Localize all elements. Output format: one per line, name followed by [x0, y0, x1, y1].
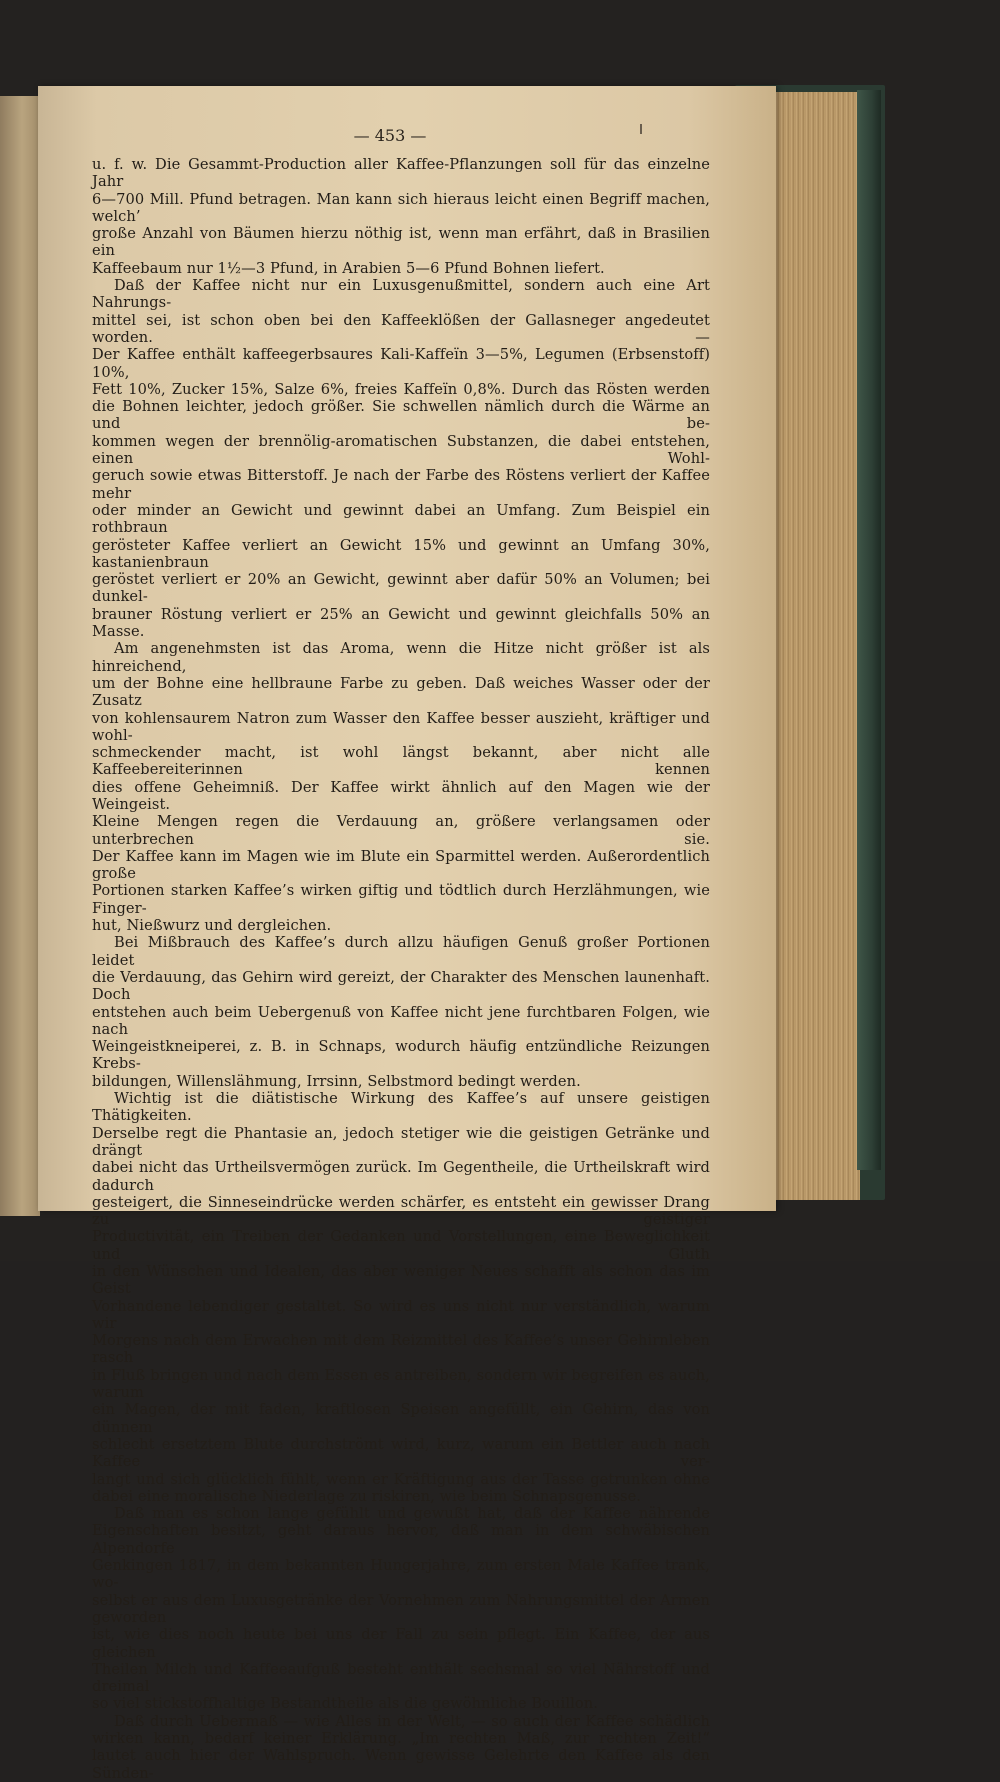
- text-line: Daß durch Uebermaß — wie Alles in der Welt, — so auch der Kaffee schädlich: [114, 1712, 710, 1730]
- text-line: Derselbe regt die Phantasie an, jedoch stetiger wie die geistigen Getränke und drängt: [92, 1124, 710, 1159]
- page-mark: [640, 124, 642, 134]
- text-line: Bei Mißbrauch des Kaffee’s durch allzu häufigen Genuß großer Portionen leidet: [92, 934, 710, 969]
- text-line: mittel sei, ist schon oben bei den Kaffeeklößen der Gallasneger angedeutet worden. —: [92, 311, 710, 346]
- text-line: Productivität, ein Treiben der Gedanken und Vorstellungen, eine Beweglichkeit und Gluth: [92, 1228, 710, 1263]
- text-line: Kaffeebaum nur 1½—3 Pfund, in Arabien 5—6 Pfund Bohnen liefert.: [92, 259, 605, 277]
- text-line: gesteigert, die Sinneseindrücke werden schärfer, es entsteht ein gewisser Drang zu geistiger: [92, 1193, 710, 1229]
- text-line: Fett 10%, Zucker 15%, Salze 6%, freies Kaffeïn 0,8%. Durch das Rösten werden: [92, 380, 710, 398]
- text-line: brauner Röstung verliert er 25% an Gewicht und gewinnt gleichfalls 50% an Masse.: [92, 605, 710, 641]
- text-line: Daß der Kaffee nicht nur ein Luxusgenußmittel, sondern auch eine Art Nahrungs-: [92, 277, 710, 312]
- text-line: um der Bohne eine hellbraune Farbe zu geben. Daß weiches Wasser oder der Zusatz: [92, 674, 710, 710]
- text-line: von kohlensaurem Natron zum Wasser den Kaffee besser auszieht, kräftiger und wohl-: [92, 709, 710, 744]
- text-line: Der Kaffee kann im Magen wie im Blute ein Sparmittel werden. Außerordentlich große: [92, 847, 710, 883]
- text-line: u. f. w. Die Gesammt-Production aller Kaffee-Pflanzungen soll für das einzelne Jahr: [92, 156, 710, 191]
- text-line: wirken kann, bedarf keiner Erklärung. „Im rechten Maß, zur rechten Zeit!“: [92, 1730, 710, 1748]
- text-line: Weingeistkneiperei, z. B. in Schnaps, wodurch häufig entzündliche Reizungen Krebs-: [92, 1038, 710, 1073]
- text-line: Kleine Mengen regen die Verdauung an, größere verlangsamen oder unterbrechen sie.: [92, 813, 710, 848]
- text-line: die Verdauung, das Gehirn wird gereizt, der Charakter des Menschen launenhaft. Doch: [92, 968, 710, 1004]
- text-line: dies offene Geheimniß. Der Kaffee wirkt ähnlich auf den Magen wie der Weingeist.: [92, 778, 710, 813]
- text-line: bildungen, Willenslähmung, Irrsinn, Selbstmord bedingt werden.: [92, 1072, 581, 1090]
- text-line: so viel stickstoffhaltige Bestandtheile als die gewöhnliche Bouillon.: [92, 1695, 598, 1713]
- text-line: Theilen Milch und Kaffeeaufguß besteht enthält sechsmal so viel Nährstoff und dreimal: [92, 1660, 710, 1696]
- text-line: kommen wegen der brennölig-aromatischen Substanzen, die dabei entstehen, einen Wohl-: [92, 432, 710, 468]
- text-line: dabei nicht das Urtheilsvermögen zurück. Im Gegentheile, die Urtheilskraft wird dadurch: [92, 1159, 710, 1194]
- facing-page-edge: [0, 96, 40, 1216]
- text-line: 6—700 Mill. Pfund betragen. Man kann sich hieraus leicht einen Begriff machen, welch’: [92, 190, 710, 225]
- text-line: Am angenehmsten ist das Aroma, wenn die Hitze nicht größer ist als hinreichend,: [92, 640, 710, 675]
- text-line: schmeckender macht, ist wohl längst bekannt, aber nicht alle Kaffeebereiterinnen kennen: [92, 744, 710, 779]
- text-line: Morgens nach dem Erwachen mit dem Reizmittel des Kaffee’s unser Gehirnleben rasch: [92, 1332, 710, 1367]
- text-line: ist, wie dies noch heute bei uns der Fall zu sein pflegt. Ein Kaffee, der aus gleichen: [92, 1626, 710, 1661]
- text-line: Eigenschaften besitzt, geht daraus hervor, daß man in dem schwäbischen Alpendorfe: [92, 1522, 710, 1557]
- text-line: Portionen starken Kaffee’s wirken giftig und tödtlich durch Herzlähmungen, wie Finger-: [92, 882, 710, 917]
- cover-spine-edge: [857, 90, 881, 1170]
- text-line: dabei eine moralische Niederlage zu riskiren, wie beim Schnapsgenusse.: [92, 1487, 642, 1505]
- text-line: selbst er aus dem Luxusgetränke der Vornehmen zum Nahrungsmittel der Armen geworden: [92, 1591, 710, 1626]
- text-line: große Anzahl von Bäumen hierzu nöthig ist, wenn man erfährt, daß in Brasilien ein: [92, 225, 710, 260]
- text-line: entstehen auch beim Uebergenuß von Kaffee nicht jene furchtbaren Folgen, wie nach: [92, 1003, 710, 1038]
- text-line: Daß man es schon lange gefühlt und gewußt hat, daß der Kaffee nährende: [114, 1505, 710, 1523]
- page-number: — 453 —: [353, 126, 427, 145]
- text-line: die Bohnen leichter, jedoch größer. Sie schwellen nämlich durch die Wärme an und be-: [92, 398, 710, 433]
- text-line: in Fluß bringen und nach dem Essen es antreiben, sondern wir begreifen es auch, warum: [92, 1366, 710, 1402]
- text-line: Vorhandene lebendiger gestaltet. So wird es uns nicht nur verständlich, warum wir: [92, 1297, 710, 1332]
- text-line: Genkingen 1817, in dem bekannten Hungerjahre, zum ersten Male Kaffee trank, wo-: [92, 1557, 710, 1592]
- text-line: geruch sowie etwas Bitterstoff. Je nach der Farbe des Röstens verliert der Kaffee mehr: [92, 467, 710, 502]
- text-line: in den Wünschen und Idealen, das aber weniger Neues schafft als schon das im Geist: [92, 1263, 710, 1298]
- text-line: schlecht ersetztem Blute durchströmt wird, kurz, warum ein Bettler auch nach Kaffee ver-: [92, 1435, 710, 1471]
- text-line: oder minder an Gewicht und gewinnt dabei an Umfang. Zum Beispiel ein rothbraun: [92, 501, 710, 537]
- body-text: [92, 156, 710, 1782]
- text-line: ein Magen, der mit faden, kraftlosen Speisen angefüllt, ein Gehirn, das von dünnem: [92, 1401, 710, 1436]
- text-line: langt und sich glücklich fühlt, wenn er Kräftigung aus der Tasse getrunken ohne: [92, 1470, 710, 1488]
- text-line: gerösteter Kaffee verliert an Gewicht 15% und gewinnt an Umfang 30%, kastanienbraun: [92, 536, 710, 571]
- text-line: Der Kaffee enthält kaffeegerbsaures Kali-Kaffeïn 3—5%, Legumen (Erbsenstoff) 10%,: [92, 346, 710, 381]
- text-line: Wichtig ist die diätistische Wirkung des Kaffee’s auf unsere geistigen Thätigkeiten.: [92, 1090, 710, 1125]
- text-line: geröstet verliert er 20% an Gewicht, gewinnt aber dafür 50% an Volumen; bei dunkel-: [92, 571, 710, 606]
- text-line: hut, Nießwurz und dergleichen.: [92, 917, 332, 935]
- text-line: lautet auch hier der Wahlspruch. Wenn gewisse Gelehrte den Kaffee als den Sünden-: [92, 1747, 710, 1782]
